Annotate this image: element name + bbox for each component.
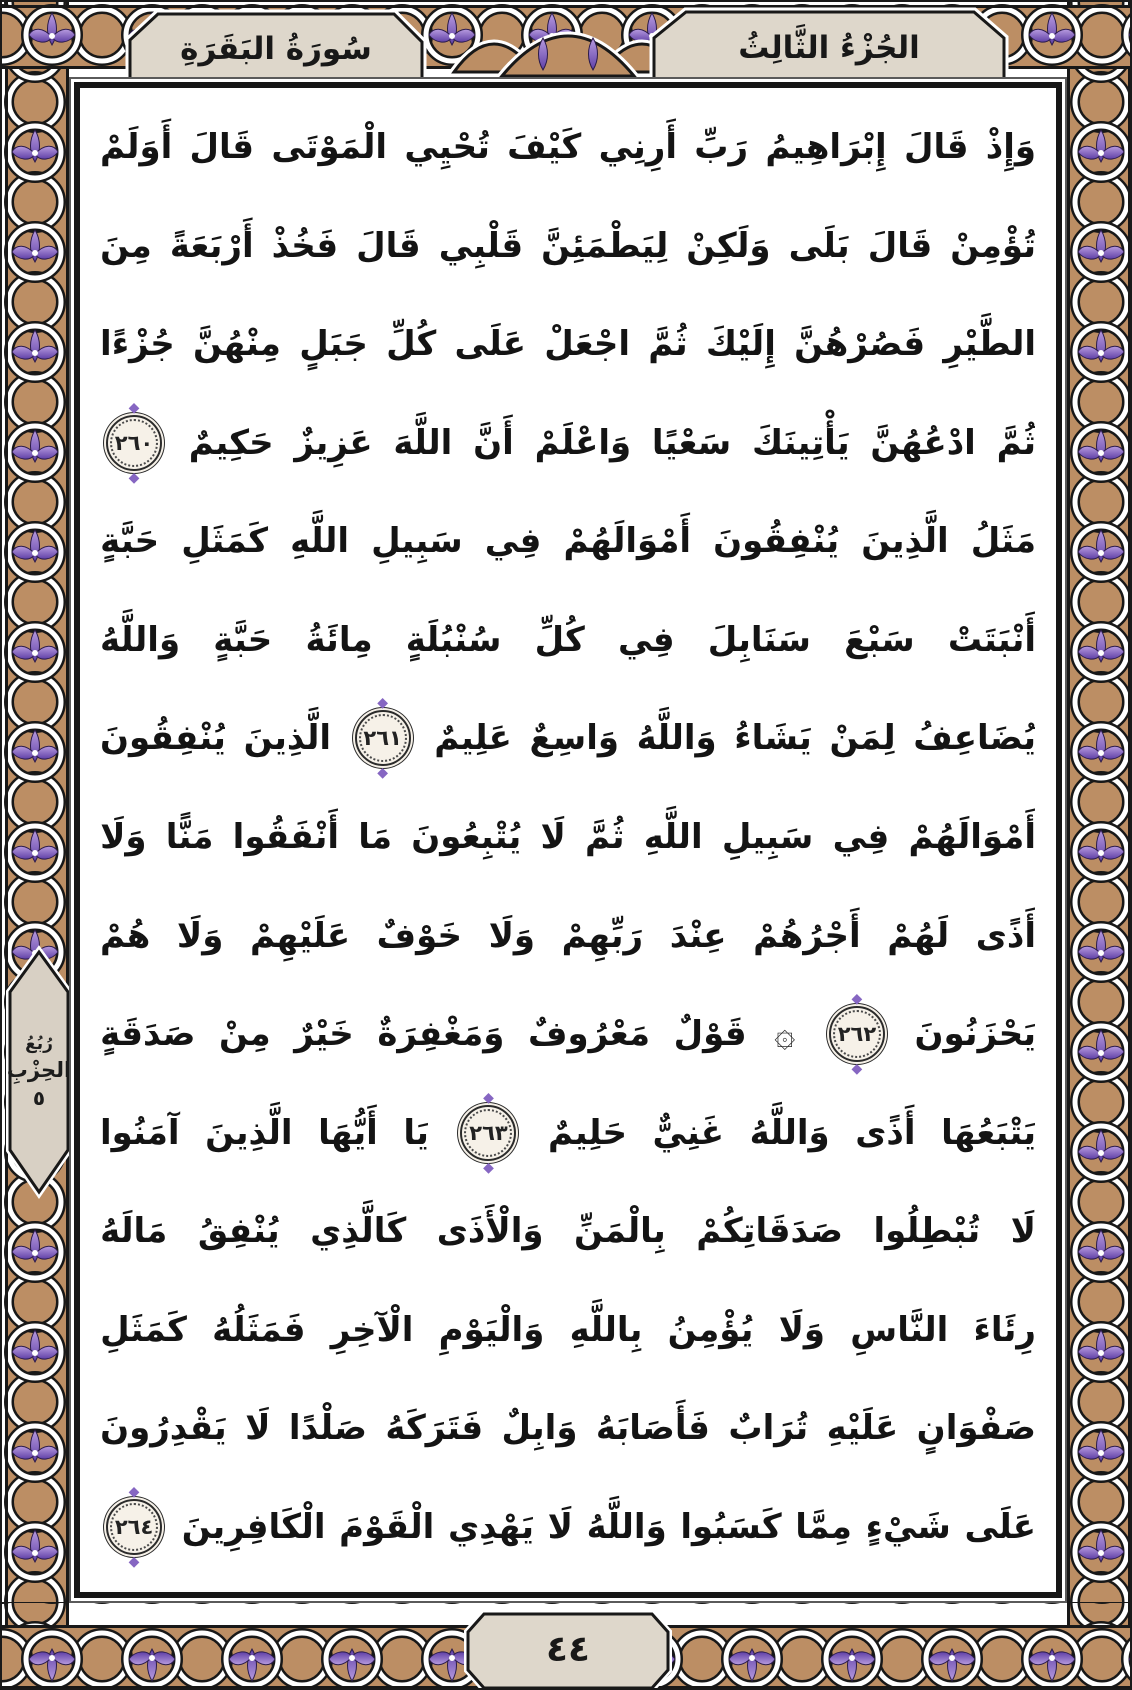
word: عَزِيزٌ [294, 422, 373, 463]
word: صَدَقَةٍ [100, 1014, 196, 1055]
word: سَنَابِلَ [707, 619, 811, 660]
text-frame [74, 82, 1062, 1598]
word: كَالَّذِي [310, 1211, 407, 1252]
verse-number: ◆ ٢٦٢ [833, 1010, 881, 1058]
word: مَالَهُ [100, 1211, 168, 1252]
word: أَوَلَمْ [100, 127, 173, 168]
word: مَعْرُوفٌ [528, 1014, 651, 1055]
quran-line [100, 985, 1036, 1084]
word: وَلَا [100, 816, 147, 857]
word: عَلَيْهِمْ [249, 915, 351, 956]
word: أَذًى [975, 915, 1036, 956]
word: فَتَرَكَهُ [385, 1408, 484, 1449]
word: جَبَلٍ [299, 324, 368, 365]
word: غَنِيٌّ [652, 1112, 725, 1153]
word: سَبِيلِ [371, 521, 463, 562]
word: مِنْ [219, 1014, 271, 1055]
word: إِبْرَاهِيمُ [765, 127, 887, 168]
word: الَّذِينَ [861, 521, 949, 562]
word: خَوْفٌ [376, 915, 462, 956]
word: عَلَى [964, 1506, 1036, 1547]
word: لَهُمْ [887, 915, 950, 956]
word: وَاللَّهُ [749, 1112, 830, 1153]
word: كَمَثَلِ [100, 1309, 187, 1350]
word: مِائَةُ [305, 619, 373, 660]
word: وَلَكِنْ [686, 225, 771, 266]
quran-line [100, 689, 1036, 788]
verse-rosette-icon [460, 1105, 516, 1161]
word: قَالَ [189, 127, 255, 168]
verse-number: ◆ ٢٦٤ [110, 1503, 158, 1551]
word: وَإِذْ [985, 127, 1036, 168]
word: عَلِيمٌ [434, 718, 512, 759]
word: هُمْ [100, 915, 151, 956]
word: حَلِيمٌ [548, 1112, 627, 1153]
quran-line [100, 295, 1036, 394]
word: لَا [245, 1408, 271, 1449]
word: آمَنُوا [100, 1112, 180, 1153]
word: وَاعْلَمْ [534, 422, 632, 463]
word: أَنْفَقُوا [232, 816, 340, 857]
word: تُؤْمِنْ [950, 225, 1036, 266]
word: يَتْبَعُهَا [941, 1112, 1036, 1153]
word: صَفْوَانٍ [916, 1408, 1036, 1449]
quran-line [100, 886, 1036, 985]
word: كَيْفَ [507, 127, 582, 168]
quran-line [100, 1182, 1036, 1281]
word: يَشَاءُ [734, 718, 812, 759]
word: بِالْمَنِّ [574, 1211, 666, 1252]
word: سَبِيلِ [721, 816, 814, 857]
word: لَا [540, 816, 566, 857]
word: النَّاسِ [850, 1309, 949, 1350]
word: يُنْفِقُونَ [713, 521, 840, 562]
word: قَالَ [356, 225, 421, 266]
quran-line [100, 98, 1036, 197]
quran-line [100, 1083, 1036, 1182]
word: أَرِنِي [598, 127, 677, 168]
word: يُنْفِقُونَ [100, 718, 226, 759]
word: رِئَاءَ [973, 1309, 1036, 1350]
word: قَلْبِي [438, 225, 524, 266]
word: الَّذِينَ [243, 718, 331, 759]
quran-line [100, 1280, 1036, 1379]
verse-rosette-icon [106, 415, 162, 471]
rub-el-hizb-icon: ۞ [774, 1013, 796, 1055]
word: اللَّهَ [393, 422, 453, 463]
word: وَلَا [176, 915, 224, 956]
word: أَجْرُهُمْ [753, 915, 861, 956]
word: اللَّهِ [290, 521, 349, 562]
word: ثُمَّ [996, 422, 1036, 463]
word: وَاللَّهُ [586, 1506, 667, 1547]
word: إِلَيْكَ [705, 324, 776, 365]
word: تُبْطِلُوا [873, 1211, 981, 1252]
word: كُلِّ [534, 619, 585, 660]
juz-title: الجُزْءُ الثَّالِثُ [738, 30, 920, 66]
word: مِنْهُنَّ [192, 324, 281, 365]
quran-line [100, 591, 1036, 690]
quran-line [100, 197, 1036, 296]
word: فَصُرْهُنَّ [794, 324, 926, 365]
verse-number: ◆ ٢٦١ [359, 714, 407, 762]
verse-number: ◆ ٢٦٣ [464, 1109, 512, 1157]
word: بِاللَّهِ [569, 1309, 643, 1350]
word: حَبَّةٍ [213, 619, 273, 660]
word: الَّذِينَ [205, 1112, 293, 1153]
word: يُؤْمِنُ [667, 1309, 754, 1350]
word: لِمَنْ [829, 718, 896, 759]
word: وَمَغْفِرَةٌ [377, 1014, 505, 1055]
word: الطَّيْرِ [943, 324, 1036, 365]
word: وَلَا [488, 915, 536, 956]
word: مَثَلُ [970, 521, 1036, 562]
word: وَاللَّهُ [636, 718, 717, 759]
word: مَنًّا [165, 816, 214, 857]
word: تُحْيِي [404, 127, 490, 168]
word: أَنَّ [473, 422, 514, 463]
word: وَاللَّهُ [100, 619, 181, 660]
word: لَا [1010, 1211, 1036, 1252]
quran-line [100, 394, 1036, 493]
word: اجْعَلْ [544, 324, 630, 365]
word: أَمْوَالَهُمْ [563, 521, 692, 562]
word: اللَّهِ [643, 816, 703, 857]
hizb-marker-number: ٥ [32, 1086, 46, 1110]
quran-line [100, 1379, 1036, 1478]
word: وَاسِعٌ [529, 718, 619, 759]
word: شَيْءٍ [865, 1506, 951, 1547]
word: الْكَافِرِينَ [181, 1506, 326, 1547]
word: حَكِيمٌ [188, 422, 274, 463]
word: فِي [484, 521, 542, 562]
word: ادْعُهُنَّ [870, 422, 976, 463]
word: لَا [547, 1506, 573, 1547]
word: عَلَيْهِ [826, 1408, 899, 1449]
page-number: ٤٤ [546, 1628, 590, 1670]
word: فَخُذْ [271, 225, 339, 266]
word: أَمْوَالَهُمْ [908, 816, 1036, 857]
border-left [2, 2, 82, 1690]
word: حَبَّةٍ [100, 521, 160, 562]
word: ثُمَّ [648, 324, 688, 365]
word: مَا [358, 816, 393, 857]
word: عَلَى [454, 324, 527, 365]
word: صَدَقَاتِكُمْ [696, 1211, 843, 1252]
border-right [1054, 2, 1132, 1690]
word: قَوْلٌ [673, 1014, 747, 1055]
hizb-marker-word-rub: رُبُعُ [25, 1034, 53, 1054]
word: تُرَابٌ [728, 1408, 809, 1449]
word: فِي [832, 816, 890, 857]
word: مِنَ [100, 225, 152, 266]
word: كَمَثَلِ [181, 521, 268, 562]
hizb-marker-word-hizb: الحِزْبِ [6, 1058, 72, 1082]
word: كَسَبُوا [680, 1506, 782, 1547]
quran-line [100, 1477, 1036, 1576]
surah-title: سُورَةُ البَقَرَةِ [180, 31, 372, 67]
word: يَحْزَنُونَ [914, 1014, 1036, 1055]
word: أَرْبَعَةً [169, 225, 254, 266]
word: الْآخِرِ [330, 1309, 414, 1350]
quran-lines [80, 88, 1056, 1592]
verse-rosette-icon [355, 710, 411, 766]
word: فَأَصَابَهُ [595, 1408, 710, 1449]
word: أَذًى [855, 1112, 916, 1153]
word: يَا [403, 1112, 429, 1153]
word: وَالْيَوْمِ [438, 1309, 545, 1350]
word: كُلِّ [386, 324, 437, 365]
quran-line [100, 788, 1036, 887]
word: قَالَ [903, 127, 969, 168]
top-border-peaks [454, 36, 682, 76]
word: وَلَا [778, 1309, 826, 1350]
word: يُنْفِقُ [197, 1211, 280, 1252]
word: جُزْءًا [100, 324, 175, 365]
word: صَلْدًا [288, 1408, 367, 1449]
word: أَيُّهَا [318, 1112, 378, 1153]
hizb-quarter-marker [8, 987, 70, 1157]
word: عِنْدَ [669, 915, 727, 956]
word: يَهْدِي [447, 1506, 534, 1547]
word: سَعْيًا [651, 422, 732, 463]
word: سُنْبُلَةٍ [405, 619, 502, 660]
word: لِيَطْمَئِنَّ [541, 225, 669, 266]
word: قَالَ [867, 225, 933, 266]
word: بَلَى [788, 225, 850, 266]
word: الْقَوْمَ [339, 1506, 435, 1547]
verse-rosette-icon [106, 1499, 162, 1555]
word: سَبْعَ [844, 619, 915, 660]
word: رَبِّهِمْ [561, 915, 644, 956]
verse-rosette-icon [829, 1006, 885, 1062]
word: يَأْتِينَكَ [751, 422, 850, 463]
word: وَالْأَذَى [436, 1211, 544, 1252]
word: خَيْرٌ [294, 1014, 354, 1055]
word: يَقْدِرُونَ [100, 1408, 227, 1449]
verse-number: ◆ ٢٦٠ [110, 419, 158, 467]
word: رَبِّ [694, 127, 749, 168]
word: يُضَاعِفُ [913, 718, 1036, 759]
word: فَمَثَلُهُ [212, 1309, 306, 1350]
quran-line [100, 492, 1036, 591]
word: الْمَوْتَى [271, 127, 388, 168]
word: وَابِلٌ [501, 1408, 578, 1449]
word: فِي [617, 619, 675, 660]
word: يُتْبِعُونَ [411, 816, 522, 857]
word: ثُمَّ [585, 816, 625, 857]
word: مِمَّا [795, 1506, 852, 1547]
word: أَنْبَتَتْ [947, 619, 1036, 660]
